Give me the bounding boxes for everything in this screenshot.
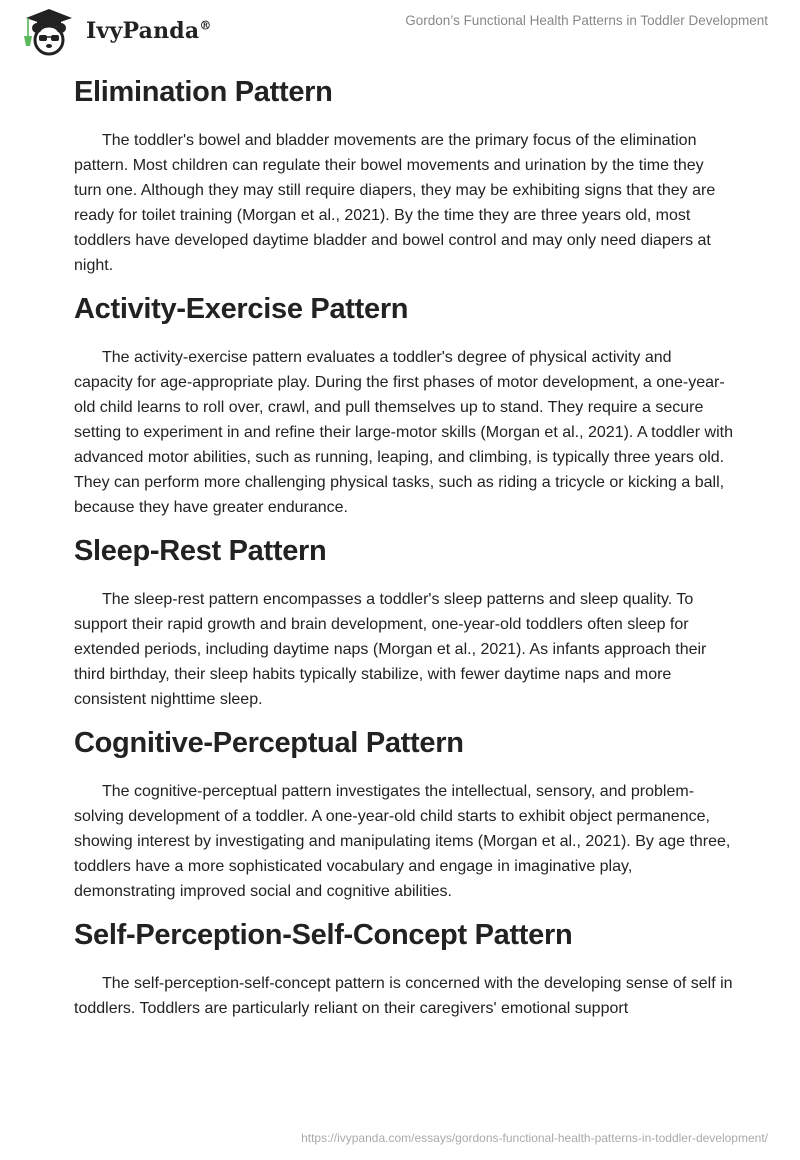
ivypanda-logo[interactable] xyxy=(18,6,212,56)
section-self-perception xyxy=(74,913,734,1021)
section-elimination xyxy=(74,70,734,278)
section-heading: Activity-Exercise Pattern xyxy=(74,293,409,325)
section-paragraph: The sleep-rest pattern encompasses a toddler's sleep patterns and sleep quality. To support their rapid growth and brain development, one-year-old toddlers often sleep for extended periods, including daytime naps (Morgan et al., 2021). As infants approach their third birthday, their sleep habits typically stabilize, with fewer daytime naps and more consistent nighttime sleep. xyxy=(74,591,707,708)
essay-content xyxy=(74,70,734,1030)
section-cognitive-perceptual xyxy=(74,721,734,904)
section-heading: Cognitive-Perceptual Pattern xyxy=(74,727,464,759)
logo-text: IvyPanda® xyxy=(86,18,212,44)
section-heading: Sleep-Rest Pattern xyxy=(74,535,327,567)
section-sleep-rest xyxy=(74,529,734,712)
page-header xyxy=(0,0,800,62)
document-title: Gordon’s Functional Health Patterns in Toddler Development xyxy=(405,13,768,28)
section-activity-exercise xyxy=(74,287,734,520)
section-heading: Self-Perception-Self-Concept Pattern xyxy=(74,919,573,951)
section-paragraph: The cognitive-perceptual pattern investigates the intellectual, sensory, and problem-solving development of a toddler. A one-year-old child starts to exhibit object permanence, showing interest by investigating and manipulating items (Morgan et al., 2021). By age three, toddlers have a more sophisticated vocabulary and engage in imaginative play, demonstrating improved social and cognitive abilities. xyxy=(74,783,731,900)
section-paragraph: The toddler's bowel and bladder movements are the primary focus of the elimination pattern. Most children can regulate their bowel movements and urination by the time they turn one. Although they may still require diapers, they may be exhibiting signs that they are ready for toilet training (Morgan et al., 2021). By the time they are three years old, most toddlers have developed daytime bladder and bowel control and may only need diapers at night. xyxy=(74,132,716,274)
section-paragraph: The activity-exercise pattern evaluates a toddler's degree of physical activity and capacity for age-appropriate play. During the first phases of motor development, a one-year-old child learns to roll over, crawl, and pull themselves up to stand. They require a secure setting to experiment in and refine their large-motor skills (Morgan et al., 2021). A toddler with advanced motor abilities, such as running, leaping, and climbing, is typically three years old. They can perform more challenging physical tasks, such as riding a tricycle or kicking a ball, because they have greater endurance. xyxy=(74,349,733,516)
source-url[interactable]: https://ivypanda.com/essays/gordons-functional-health-patterns-in-toddler-development/ xyxy=(301,1131,768,1145)
section-paragraph: The self-perception-self-concept pattern is concerned with the developing sense of self in toddlers. Toddlers are particularly reliant on their caregivers' emotional support xyxy=(74,975,733,1017)
section-heading: Elimination Pattern xyxy=(74,76,333,108)
panda-graduate-icon xyxy=(18,6,80,56)
